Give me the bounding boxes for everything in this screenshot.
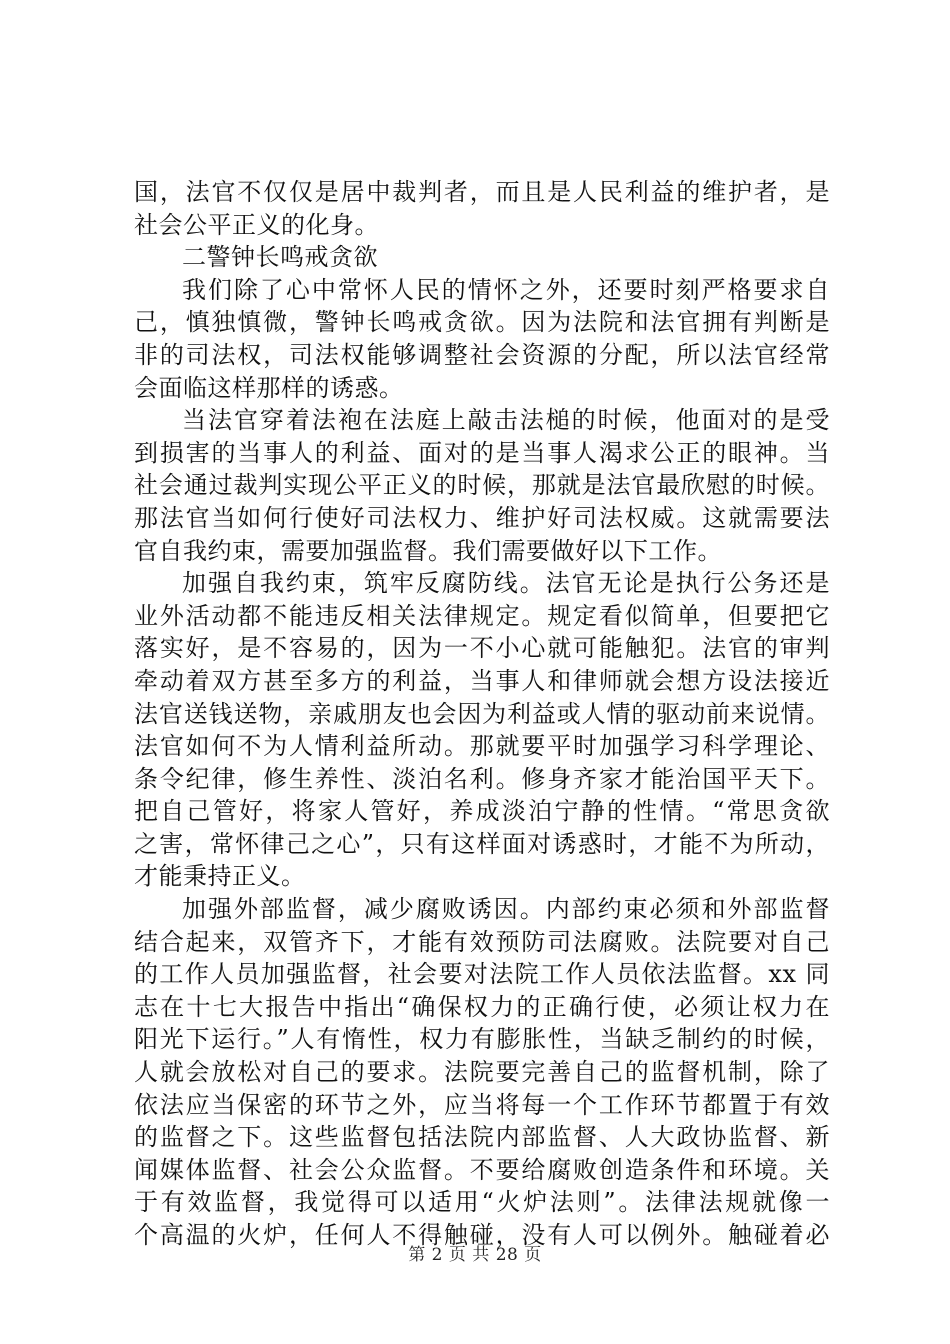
- text-line: 社会公平正义的化身。: [134, 210, 379, 239]
- page-footer: 第 2 页 共 28 页: [408, 1245, 542, 1265]
- text-line: 的监督之下。这些监督包括法院内部监督、人大政协监督、新: [134, 1123, 830, 1152]
- text-line: 二警钟长鸣戒贪欲: [182, 243, 378, 272]
- text-line: 国，法官不仅仅是居中裁判者，而且是人民利益的维护者，是: [134, 178, 830, 206]
- text-line: 把自己管好，将家人管好，养成淡泊宁静的性情。“常思贪欲: [134, 797, 830, 826]
- text-line: 条令纪律，修生养性、淡泊名利。修身齐家才能治国平天下。: [134, 764, 830, 793]
- text-line: 非的司法权，司法权能够调整社会资源的分配，所以法官经常: [134, 340, 830, 369]
- text-line: 法官如何不为人情利益所动。那就要平时加强学习科学理论、: [134, 732, 830, 761]
- text-line: 那法官当如何行使好司法权力、维护好司法权威。这就需要法: [134, 503, 830, 532]
- text-line: 加强自我约束，筑牢反腐防线。法官无论是执行公务还是: [182, 569, 830, 598]
- text-line: 闻媒体监督、社会公众监督。不要给腐败创造条件和环境。关: [134, 1155, 830, 1184]
- text-line: 于有效监督，我觉得可以适用“火炉法则”。法律法规就像一: [134, 1188, 830, 1217]
- text-line: 加强外部监督，减少腐败诱因。内部约束必须和外部监督: [182, 895, 830, 924]
- text-line: 的工作人员加强监督，社会要对法院工作人员依法监督。xx 同: [134, 960, 830, 989]
- text-line: 会面临这样那样的诱惑。: [134, 373, 404, 402]
- text-line: 牵动着双方甚至多方的利益，当事人和律师就会想方设法接近: [134, 666, 830, 695]
- text-line: 才能秉持正义。: [134, 862, 306, 891]
- text-line: 阳光下运行。”人有惰性，权力有膨胀性，当缺乏制约的时候，: [134, 1025, 830, 1054]
- text-line: 己，慎独慎微，警钟长鸣戒贪欲。因为法院和法官拥有判断是: [134, 308, 830, 337]
- text-line: 社会通过裁判实现公平正义的时候，那就是法官最欣慰的时候。: [134, 471, 830, 500]
- text-line: 法官送钱送物，亲戚朋友也会因为利益或人情的驱动前来说情。: [134, 699, 830, 728]
- text-line: 结合起来，双管齐下，才能有效预防司法腐败。法院要对自己: [134, 927, 830, 956]
- text-line: 个高温的火炉，任何人不得触碰，没有人可以例外。触碰着必: [134, 1221, 830, 1249]
- text-line: 到损害的当事人的利益、面对的是当事人渴求公正的眼神。当: [134, 438, 830, 467]
- text-line: 落实好，是不容易的，因为一不小心就可能触犯。法官的审判: [134, 634, 830, 663]
- text-line: 之害，常怀律己之心”，只有这样面对诱惑时，才能不为所动，: [134, 829, 830, 858]
- text-line: 人就会放松对自己的要求。法院要完善自己的监督机制，除了: [134, 1058, 830, 1087]
- text-line: 当法官穿着法袍在法庭上敲击法槌的时候，他面对的是受: [182, 406, 830, 435]
- text-line: 我们除了心中常怀人民的情怀之外，还要时刻严格要求自: [182, 275, 830, 304]
- text-line: 志在十七大报告中指出“确保权力的正确行使，必须让权力在: [134, 992, 830, 1021]
- text-line: 官自我约束，需要加强监督。我们需要做好以下工作。: [134, 536, 722, 565]
- text-line: 业外活动都不能违反相关法律规定。规定看似简单，但要把它: [134, 601, 830, 630]
- text-line: 依法应当保密的环节之外，应当将每一个工作环节都置于有效: [134, 1090, 830, 1119]
- document-body: [134, 176, 830, 1252]
